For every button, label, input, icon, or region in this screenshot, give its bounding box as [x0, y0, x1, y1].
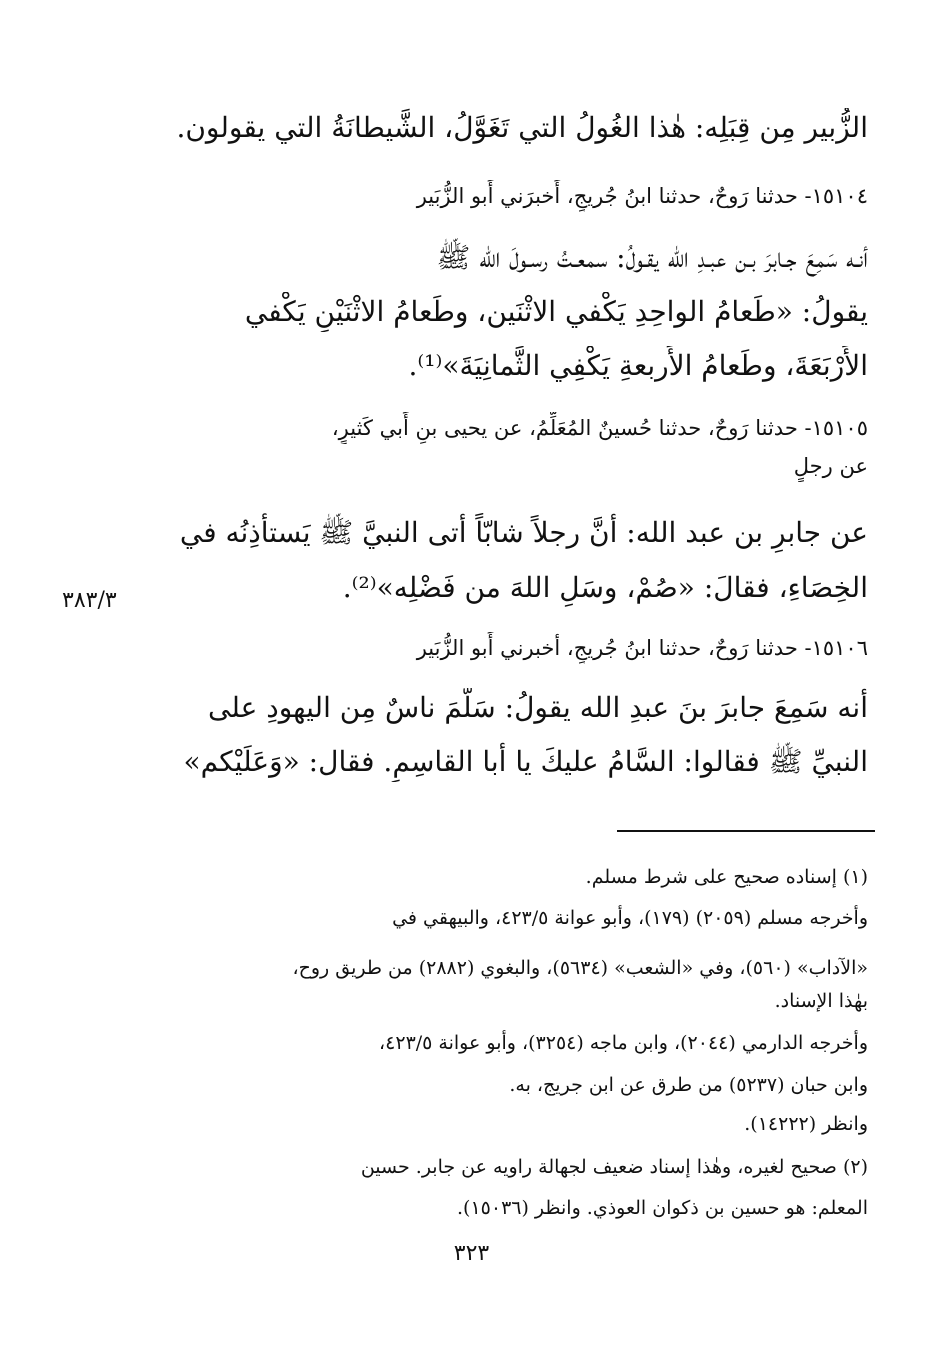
- footnote-line: وابن حبان (٥٢٣٧) من طرق عن ابن جريج، به.: [509, 1074, 868, 1096]
- body-line: أنـه سَمِعَ جـابرَ بـن عبـدِ الله يقـولُ: سمعـتُ رسـولَ الله ﷺ: [436, 241, 868, 274]
- page-number: ٣٢٣: [453, 1241, 490, 1266]
- footnote-line: المعلم: هو حسين بن ذكوان العوذي. وانظر (١٥٠٣٦).: [457, 1197, 868, 1219]
- body-line: يقولُ: «طَعامُ الواحِدِ يَكْفي الاثْنَين، وطَعامُ الاثْنَيْنِ يَكْفي: [244, 295, 868, 328]
- footnote-line: وأخرجه مسلم (٢٠٥٩) (١٧٩)، وأبو عوانة ٤٢٣/٥، والبيهقي في: [392, 907, 868, 929]
- footnote-line: وأخرجه الدارمي (٢٠٤٤)، وابن ماجه (٣٢٥٤)، وأبو عوانة ٤٢٣/٥،: [379, 1032, 868, 1054]
- footnote-separator: [617, 830, 875, 832]
- body-line: الأَرْبَعَةَ، وطَعامُ الأَربعةِ يَكْفِي الثَّمانِيَةَ»⁽¹⁾.: [408, 349, 868, 382]
- footnote-line: «الآداب» (٥٦٠)، وفي «الشعب» (٥٦٣٤)، والبغوي (٢٨٨٢) من طريق روح،: [292, 957, 868, 979]
- hadith-header-continuation: عن رجلٍ: [793, 454, 868, 478]
- body-line: الخِصَاءِ، فقالَ: «صُمْ، وسَلِ اللهَ من فَضْلِه»⁽²⁾.: [342, 571, 868, 604]
- body-line: عن جابرِ بن عبد الله: أَنَّ رجلاً شابّاً أَتى النبيَّ ﷺ يَستأْذِنُه في: [179, 516, 868, 549]
- body-line: أنه سَمِعَ جابرَ بنَ عبدِ الله يقولُ: سَلَّمَ ناسٌ مِن اليهودِ على: [208, 691, 868, 724]
- footnote-line: بهٰذا الإسناد.: [774, 990, 868, 1012]
- footnote-line: وانظر (١٤٢٢٢).: [744, 1113, 868, 1135]
- body-line: النبيِّ ﷺ فقالوا: السَّامُ عليكَ يا أَبا القاسِمِ. فقال: «وَعَلَيْكم»: [183, 745, 868, 778]
- hadith-header: ١٥١٠٤- حدثنا رَوحٌ، حدثنا ابنُ جُريجٍ، أَخبرَني أَبو الزُّبَير: [416, 184, 868, 208]
- body-line: الزُّبير مِن قِبَلِه: هٰذا الغُولُ التي تَغَوَّلُ، الشَّيطانَةُ التي يقولون.: [176, 111, 868, 144]
- hadith-header: ١٥١٠٥- حدثنا رَوحٌ، حدثنا حُسينٌ المُعَلِّمُ، عن يحيى بنِ أَبي كَثيرٍ،: [331, 416, 868, 440]
- hadith-header: ١٥١٠٦- حدثنا رَوحٌ، حدثنا ابنُ جُريجٍ، أخبرني أَبو الزُّبَير: [416, 636, 868, 660]
- margin-volume-page-reference: ٣٨٣/٣: [62, 588, 117, 613]
- footnote-line: (٢) صحيح لغيره، وهٰذا إسناد ضعيف لجهالة راويه عن جابر. حسين: [360, 1156, 868, 1178]
- footnote-line: (١) إسناده صحيح على شرط مسلم.: [585, 866, 868, 888]
